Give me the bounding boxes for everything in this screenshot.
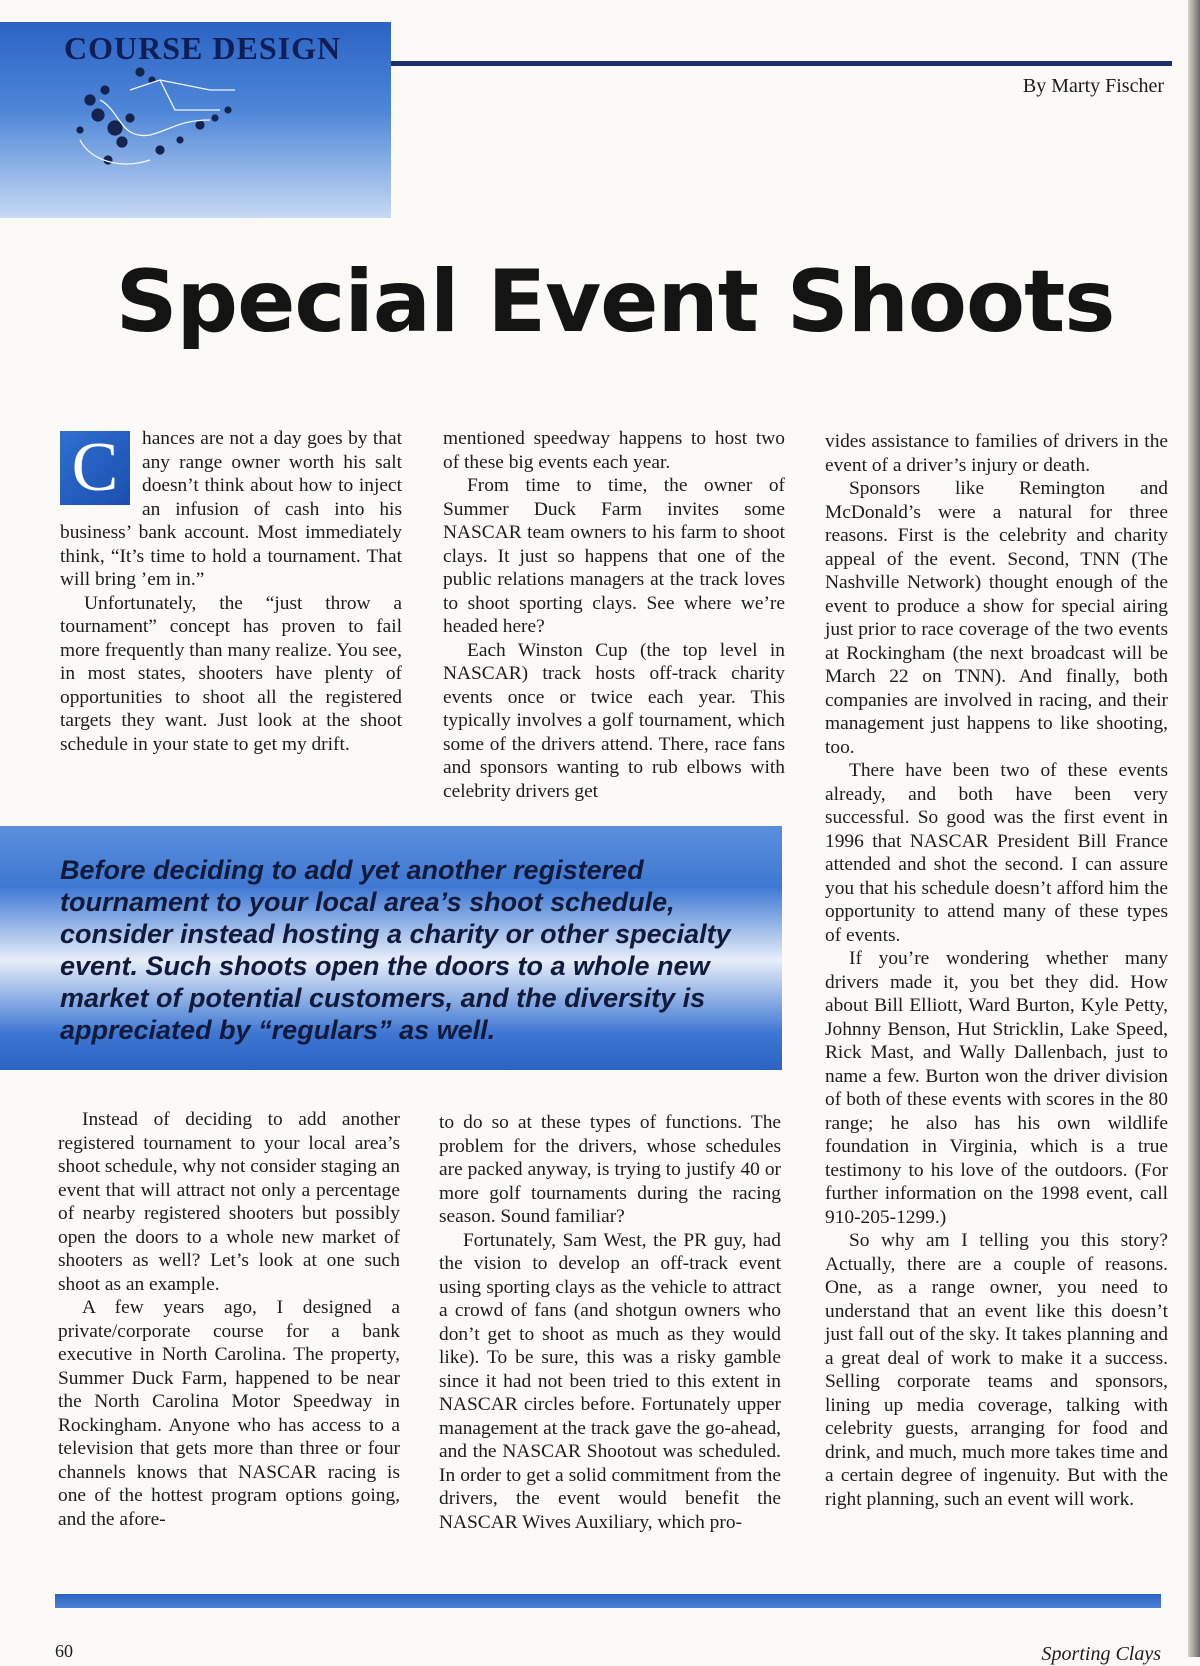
- column-1-bottom: [58, 1108, 400, 1531]
- magazine-name: Sporting Clays: [1041, 1643, 1161, 1665]
- paragraph: Instead of deciding to add another registered tournament to your local area’s shoot schedule, why not consider staging an event that will attract not only a percentage of nearby registered shooters but possibly open the doors to a whole new market of shooters as well? Let’s look at one such shoot as an example.: [58, 1109, 400, 1295]
- pull-quote: Before deciding to add yet another registered tournament to your local area’s shoot schedule, consider instead hosting a charity or other specialty event. Such shoots open the doors to a whole new market of potential customers, and the diversity is appreciated by “regulars” as well.: [60, 855, 731, 1045]
- paragraph: mentioned speedway happens to host two of these big events each year.: [443, 428, 785, 473]
- paragraph: to do so at these types of functions. The problem for the drivers, whose schedules are packed anyway, is trying to justify 40 or more golf tournaments during the racing season. Sound familiar?: [439, 1112, 781, 1227]
- footer-rule: [55, 1594, 1161, 1608]
- drop-cap: C: [60, 431, 130, 505]
- pull-quote-box: [0, 826, 782, 1070]
- paragraph: There have been two of these events already, and both have been very successful. So good was the first event in 1996 that NASCAR President Bill France attended and shot the second. I can assure you that his schedule doesn’t afford him the opportunity to attend many of these types of events.: [825, 760, 1168, 946]
- paragraph: Each Winston Cup (the top level in NASCAR) track hosts off-track charity events once or twice each year. This typically involves a golf tournament, which some of the drivers attend. There, race fans and sponsors wanting to rub elbows with celebrity drivers get: [443, 639, 785, 802]
- paragraph: A few years ago, I designed a private/corporate course for a bank executive in North Carolina. The property, Summer Duck Farm, happened to be near the North Carolina Motor Speedway in Rockingham. Anyone who has access to a television that gets more than three or four channels knows that NASCAR racing is one of the hottest program options going, and the afore-: [58, 1297, 400, 1530]
- column-2-top: [443, 427, 785, 803]
- byline: By Marty Fischer: [1022, 75, 1164, 97]
- page-edge-shadow: [1188, 0, 1200, 1657]
- column-1-top: [60, 427, 402, 756]
- column-3: [825, 430, 1168, 1511]
- section-label: COURSE DESIGN: [64, 30, 342, 66]
- paragraph: Sponsors like Remington and McDonald’s were a natural for three reasons. First is the celebrity and charity appeal of the event. Second, TNN (The Nashville Network) thought enough of the event to produce a show for special airing just prior to race coverage of the two events at Rockingham (the next broadcast will be March 22 on TNN). And finally, both companies are involved in racing, and their management just happens to like shooting, too.: [825, 478, 1168, 758]
- page-number: 60: [55, 1641, 73, 1661]
- paragraph: From time to time, the owner of Summer Duck Farm invites some NASCAR team owners to his farm to shoot clays. It just so happens that one of the public relations managers at the track loves to shoot sporting clays. See where we’re headed here?: [443, 475, 785, 637]
- paragraph: Unfortunately, the “just throw a tournament” concept has proven to fail more frequently than many realize. You see, in most states, shooters have plenty of opportunities to shoot all the registered targets they want. Just look at the shoot schedule in your state to get my drift.: [60, 592, 402, 755]
- paragraph: So why am I telling you this story? Actually, there are a couple of reasons. One, as a range owner, you need to understand that an event like this doesn’t just fall out of the sky. It takes planning and a great deal of work to make it a success. Selling corporate teams and sponsors, lining up media coverage, talking with celebrity guests, arranging for food and drink, and much, much more takes time and a certain degree of ingenuity. But with the right planning, such an event will work.: [825, 1230, 1168, 1510]
- paragraph: Fortunately, Sam West, the PR guy, had the vision to develop an off-track event using sporting clays as the vehicle to attract a crowd of fans (and shotgun owners who don’t get to shoot as much as they would like). To be sure, this was a risky gamble since it had not been tried to this extent in NASCAR circles before. Fortunately upper management at the track gave the go-ahead, and the NASCAR Shootout was scheduled. In order to get a solid commitment from the drivers, the event would benefit the NASCAR Wives Auxiliary, which pro-: [439, 1229, 781, 1533]
- header-rule: [391, 61, 1172, 66]
- article-title: Special Event Shoots: [115, 252, 1115, 352]
- paragraph: If you’re wondering whether many drivers made it, you bet they did. How about Bill Elliott, Ward Burton, Kyle Petty, Johnny Benson, Hut Stricklin, Lake Speed, Rick Mast, and Wally Dallenbach, just to name a few. Burton won the driver division of both of these events with scores in the 80 range; he also has his own wildlife foundation in Virginia, which is a true testimony to his love of the outdoors. (For further information on the 1998 event, call 910-205-1299.): [825, 948, 1168, 1228]
- paragraph: vides assistance to families of drivers in the event of a driver’s injury or death.: [825, 431, 1168, 476]
- paragraph: hances are not a day goes by that any range owner worth his salt doesn’t think about how to inject an infusion of cash into his business’ bank account. Most immediately think, “It’s time to hold a tournament. That will bring ’em in.”: [60, 428, 402, 590]
- course-map-illustration: [60, 60, 260, 180]
- column-2-bottom: [439, 1111, 781, 1534]
